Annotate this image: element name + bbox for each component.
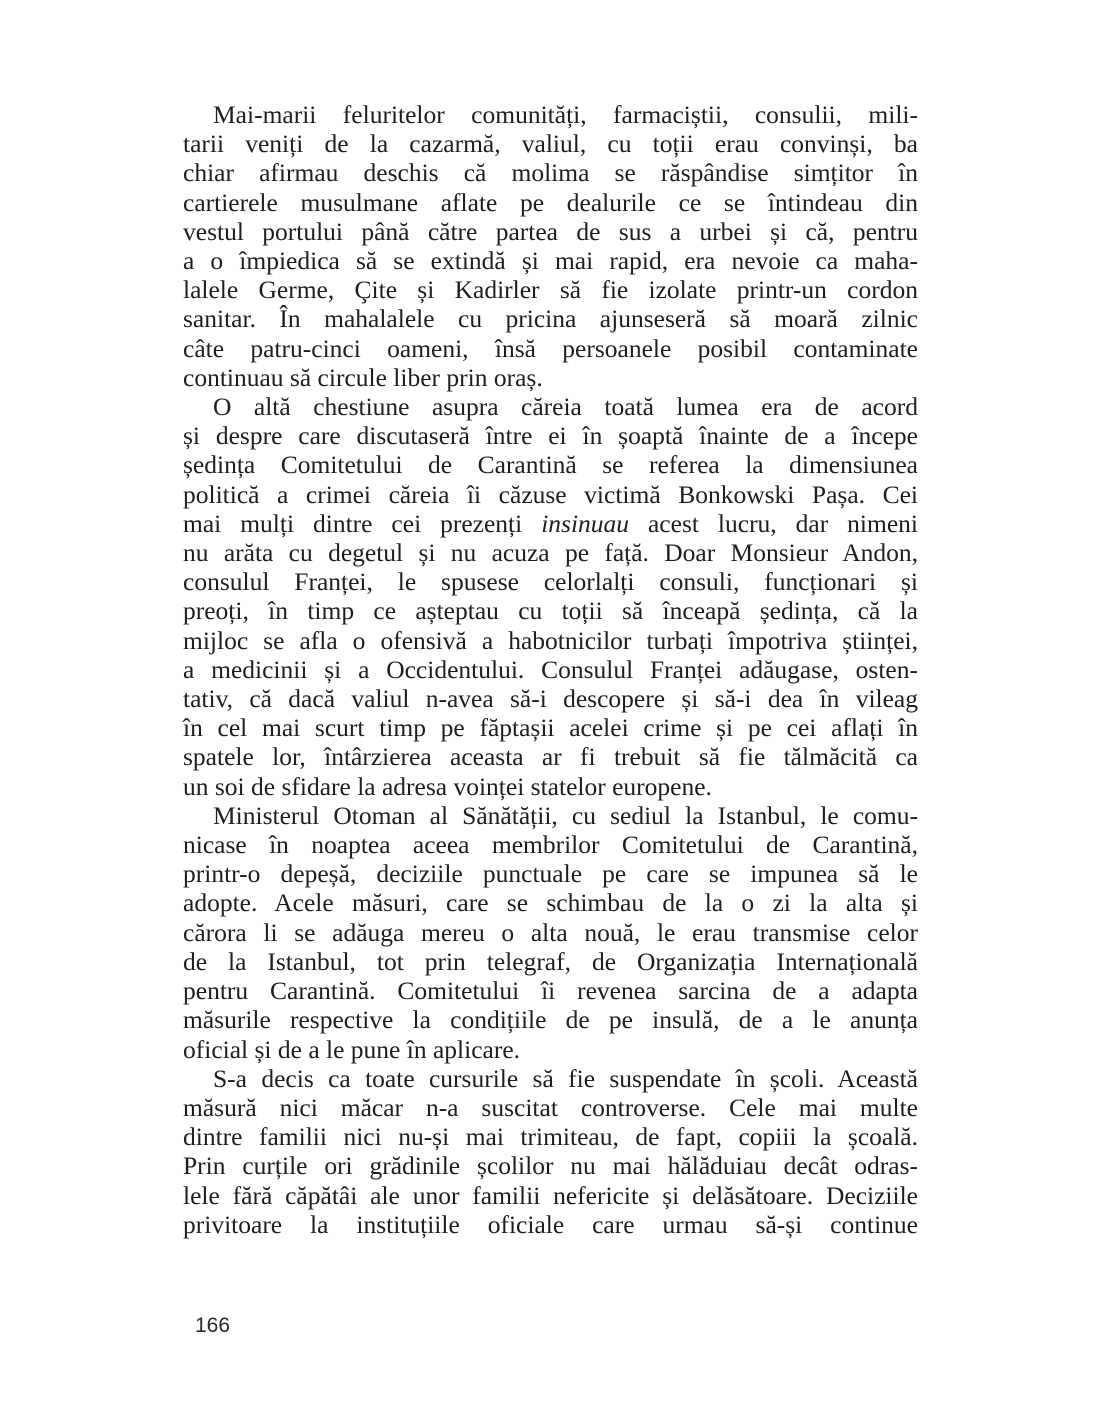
- text-line: lalele Germe, Çite și Kadirler să fie izolate printr-un cordon: [183, 275, 918, 305]
- text-line: în cel mai scurt timp pe făptașii acelei crime și pe cei aflați în: [183, 713, 918, 743]
- paragraph-1: [183, 100, 918, 392]
- paragraph-2: [183, 392, 918, 801]
- text-line: vestul portului până către partea de sus a urbei și că, pentru: [183, 216, 918, 246]
- text-line: Prin curțile ori grădinile școlilor nu mai hălăduiau decât odras-: [183, 1151, 918, 1181]
- text-line: lele fără căpătâi ale unor familii nefericite și delăsătoare. Deciziile: [183, 1180, 918, 1210]
- text-line: printr-o depeșă, deciziile punctuale pe care se impunea să le: [183, 859, 918, 889]
- text-line: un soi de sfidare la adresa voinței statelor europene.: [183, 771, 712, 801]
- text-line: tarii veniți de la cazarmă, valiul, cu toții erau convinși, ba: [183, 129, 918, 159]
- text-line: cartierele musulmane aflate pe dealurile ce se întindeau din: [183, 187, 918, 217]
- text-line: tativ, că dacă valiul n-avea să-i descopere și să-i dea în vileag: [183, 684, 918, 714]
- text-line: a medicinii și a Occidentului. Consulul Franței adăugase, osten-: [183, 654, 918, 684]
- text-line: Ministerul Otoman al Sănătății, cu sediul la Istanbul, le comu-: [213, 800, 918, 830]
- body-text: [183, 100, 918, 1239]
- text-line: sanitar. În mahalalele cu pricina ajunseseră să moară zilnic: [183, 304, 918, 334]
- text-line: pentru Carantină. Comitetului îi revenea sarcina de a adapta: [183, 976, 918, 1006]
- text-line: ședința Comitetului de Carantină se referea la dimensiunea: [183, 450, 918, 480]
- paragraph-4: [183, 1064, 918, 1239]
- text-line: continuau să circule liber prin oraș.: [183, 362, 543, 392]
- text-line: oficial și de a le pune în aplicare.: [183, 1034, 521, 1064]
- text-line: S-a decis ca toate cursurile să fie suspendate în școli. Această: [213, 1063, 918, 1093]
- page-number: 166: [195, 1314, 231, 1337]
- text-line: consulul Franței, le spusese celorlalți consuli, funcționari și: [183, 567, 918, 597]
- text-line: privitoare la instituțiile oficiale care urmau să-și continue: [183, 1209, 918, 1239]
- text-line: a o împiedica să se extindă și mai rapid, era nevoie ca maha-: [183, 246, 918, 276]
- text-line: și despre care discutaseră între ei în șoaptă înainte de a începe: [183, 421, 918, 451]
- text-line: mai mulți dintre cei prezenți insinuau acest lucru, dar nimeni: [183, 508, 918, 538]
- text-line: nu arăta cu degetul și nu acuza pe față. Doar Monsieur Andon,: [183, 538, 918, 568]
- italic-emphasis: insinuau: [541, 508, 630, 538]
- paragraph-3: [183, 801, 918, 1064]
- text-line: de la Istanbul, tot prin telegraf, de Organizația Internațională: [183, 946, 918, 976]
- text-line: politică a crimei căreia îi căzuse victimă Bonkowski Pașa. Cei: [183, 479, 918, 509]
- text-line: măsură nici măcar n-a suscitat controverse. Cele mai multe: [183, 1092, 918, 1122]
- text-line: chiar afirmau deschis că molima se răspândise simțitor în: [183, 158, 918, 188]
- text-line: măsurile respective la condițiile de pe insulă, de a le anunța: [183, 1005, 918, 1035]
- text-line: câte patru-cinci oameni, însă persoanele posibil contaminate: [183, 333, 918, 363]
- text-line: O altă chestiune asupra căreia toată lumea era de acord: [213, 392, 918, 422]
- text-line: adopte. Acele măsuri, care se schimbau de la o zi la alta și: [183, 888, 918, 918]
- text-line: preoți, în timp ce așteptau cu toții să înceapă ședința, că la: [183, 596, 918, 626]
- text-line: spatele lor, întârzierea aceasta ar fi trebuit să fie tălmăcită ca: [183, 742, 918, 772]
- text-line: Mai-marii feluritelor comunități, farmaciștii, consulii, mili-: [213, 100, 918, 129]
- text-line: mijloc se afla o ofensivă a habotnicilor turbați împotriva științei,: [183, 625, 918, 655]
- text-line: dintre familii nici nu-și mai trimiteau, de fapt, copiii la școală.: [183, 1122, 918, 1152]
- text-line: cărora li se adăuga mereu o alta nouă, le erau transmise celor: [183, 917, 918, 947]
- text-line: nicase în noaptea aceea membrilor Comitetului de Carantină,: [183, 830, 918, 860]
